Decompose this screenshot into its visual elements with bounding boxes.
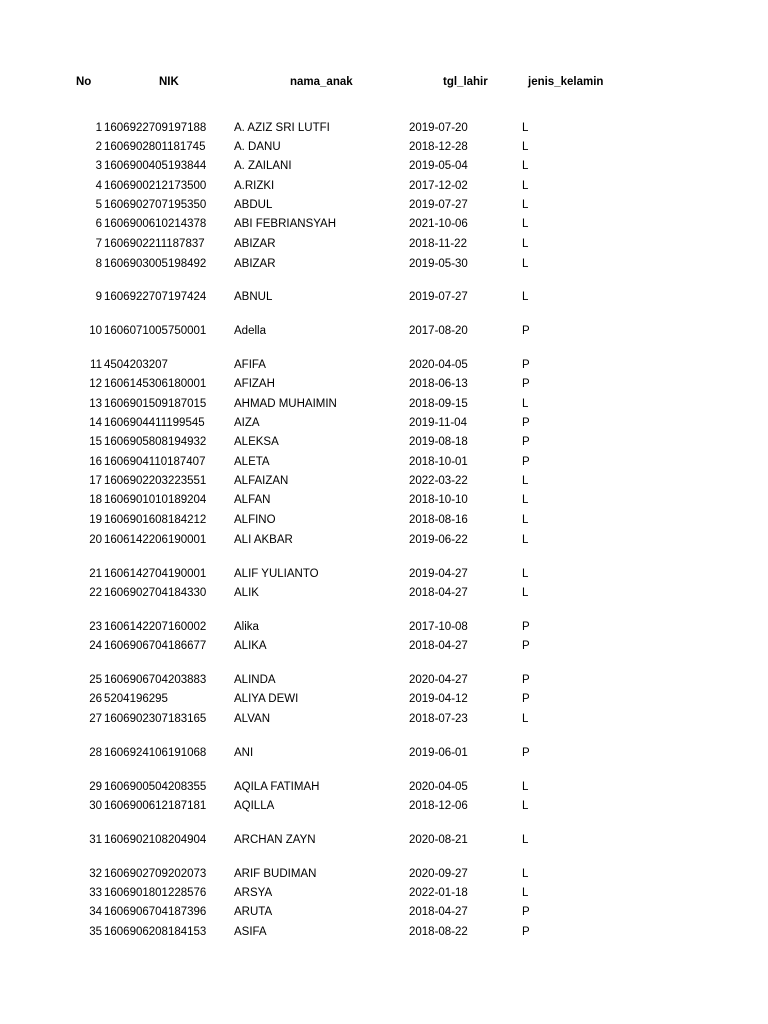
row-tgl-lahir: 2019-05-04	[409, 160, 468, 172]
row-nik: 1606900612187181	[104, 800, 207, 812]
row-no: 20	[89, 534, 102, 546]
table-row	[0, 473, 768, 489]
table-row	[0, 197, 768, 213]
table-row	[0, 638, 768, 654]
row-nama-anak: ALIF YULIANTO	[234, 568, 319, 580]
row-nik: 1606904411199545	[104, 417, 205, 429]
row-nama-anak: ARUTA	[234, 906, 273, 918]
row-nik: 1606901608184212	[104, 514, 207, 526]
row-tgl-lahir: 2018-07-23	[409, 713, 468, 725]
row-jenis-kelamin: L	[522, 887, 529, 899]
row-jenis-kelamin: L	[522, 398, 529, 410]
row-no: 25	[89, 674, 102, 686]
row-jenis-kelamin: P	[522, 325, 530, 337]
row-no: 29	[89, 781, 102, 793]
row-no: 5	[95, 199, 102, 211]
row-nik: 1606901010189204	[104, 494, 207, 506]
row-tgl-lahir: 2018-04-27	[409, 587, 468, 599]
row-nik: 1606902704184330	[104, 587, 207, 599]
row-tgl-lahir: 2019-08-18	[409, 436, 468, 448]
row-no: 2	[95, 141, 102, 153]
row-nama-anak: ALETA	[234, 456, 270, 468]
row-nik: 1606901509187015	[104, 398, 207, 410]
row-nik: 1606922709197188	[104, 122, 207, 134]
row-nik: 1606142704190001	[104, 568, 207, 580]
row-jenis-kelamin: P	[522, 456, 530, 468]
table-row	[0, 779, 768, 795]
row-tgl-lahir: 2017-12-02	[409, 180, 468, 192]
table-row	[0, 904, 768, 920]
row-tgl-lahir: 2019-04-27	[409, 568, 468, 580]
row-nama-anak: AHMAD MUHAIMIN	[234, 398, 337, 410]
row-nik: 1606142206190001	[104, 534, 207, 546]
table-row	[0, 289, 768, 305]
row-jenis-kelamin: P	[522, 417, 530, 429]
row-tgl-lahir: 2019-06-22	[409, 534, 468, 546]
row-no: 10	[89, 325, 102, 337]
row-jenis-kelamin: L	[522, 800, 529, 812]
row-no: 16	[89, 456, 102, 468]
row-no: 6	[95, 218, 102, 230]
row-nik: 1606902707195350	[104, 199, 207, 211]
table-row	[0, 256, 768, 272]
row-tgl-lahir: 2022-01-18	[409, 887, 468, 899]
row-nama-anak: ALEKSA	[234, 436, 279, 448]
row-jenis-kelamin: L	[522, 781, 529, 793]
row-no: 11	[90, 359, 102, 371]
row-jenis-kelamin: P	[522, 621, 530, 633]
row-tgl-lahir: 2018-10-01	[409, 456, 468, 468]
row-nik: 1606906208184153	[104, 926, 207, 938]
row-nik: 1606900610214378	[104, 218, 207, 230]
row-nik: 1606142207160002	[104, 621, 207, 633]
table-row	[0, 492, 768, 508]
row-no: 18	[89, 494, 102, 506]
row-tgl-lahir: 2019-04-12	[409, 693, 468, 705]
row-nik: 1606904110187407	[104, 456, 206, 468]
row-nama-anak: AFIZAH	[234, 378, 275, 390]
row-nama-anak: ABIZAR	[234, 258, 276, 270]
row-nik: 1606902203223551	[104, 475, 207, 487]
row-jenis-kelamin: L	[522, 868, 529, 880]
row-tgl-lahir: 2020-04-27	[409, 674, 468, 686]
row-jenis-kelamin: P	[522, 359, 530, 371]
row-jenis-kelamin: L	[522, 218, 529, 230]
row-nama-anak: ARCHAN ZAYN	[234, 834, 316, 846]
row-nama-anak: A. ZAILANI	[234, 160, 292, 172]
row-no: 13	[89, 398, 102, 410]
row-no: 30	[89, 800, 102, 812]
row-nama-anak: ALFINO	[234, 514, 276, 526]
row-tgl-lahir: 2019-06-01	[409, 747, 468, 759]
row-jenis-kelamin: L	[522, 713, 529, 725]
table-row	[0, 585, 768, 601]
row-jenis-kelamin: L	[522, 122, 529, 134]
row-tgl-lahir: 2022-03-22	[409, 475, 468, 487]
row-nik: 1606924106191068	[104, 747, 207, 759]
row-nama-anak: ARIF BUDIMAN	[234, 868, 317, 880]
table-row	[0, 236, 768, 252]
row-nama-anak: ALI AKBAR	[234, 534, 293, 546]
row-jenis-kelamin: L	[522, 514, 529, 526]
row-no: 17	[89, 475, 102, 487]
row-nama-anak: ABDUL	[234, 199, 273, 211]
row-tgl-lahir: 2018-06-13	[409, 378, 468, 390]
row-tgl-lahir: 2018-09-15	[409, 398, 468, 410]
row-no: 32	[89, 868, 102, 880]
row-nik: 1606900405193844	[104, 160, 207, 172]
row-tgl-lahir: 2018-10-10	[409, 494, 468, 506]
row-nik: 5204196295	[104, 693, 168, 705]
row-jenis-kelamin: L	[522, 199, 529, 211]
table-row	[0, 120, 768, 136]
row-nama-anak: AQILLA	[234, 800, 275, 812]
row-nama-anak: Adella	[234, 325, 266, 337]
table-row	[0, 216, 768, 232]
row-tgl-lahir: 2019-07-27	[409, 291, 468, 303]
table-row	[0, 566, 768, 582]
table-row	[0, 357, 768, 373]
row-no: 9	[95, 291, 102, 303]
header-nama-anak: nama_anak	[290, 76, 353, 88]
row-nama-anak: Alika	[234, 621, 259, 633]
header-no: No	[76, 76, 92, 88]
row-tgl-lahir: 2018-08-16	[409, 514, 468, 526]
row-jenis-kelamin: L	[522, 534, 529, 546]
row-jenis-kelamin: P	[522, 674, 530, 686]
header-tgl-lahir: tgl_lahir	[443, 76, 488, 88]
row-jenis-kelamin: P	[522, 640, 530, 652]
row-tgl-lahir: 2018-12-06	[409, 800, 468, 812]
table-row	[0, 672, 768, 688]
row-nik: 4504203207	[104, 359, 168, 371]
row-jenis-kelamin: L	[522, 568, 529, 580]
row-nama-anak: ANI	[234, 747, 254, 759]
row-jenis-kelamin: L	[522, 160, 529, 172]
row-jenis-kelamin: P	[522, 926, 530, 938]
row-tgl-lahir: 2020-04-05	[409, 781, 468, 793]
table-row	[0, 415, 768, 431]
row-tgl-lahir: 2017-10-08	[409, 621, 468, 633]
row-no: 12	[89, 378, 102, 390]
row-no: 21	[89, 568, 102, 580]
row-no: 1	[95, 122, 102, 134]
table-row	[0, 178, 768, 194]
row-nama-anak: AQILA FATIMAH	[234, 781, 320, 793]
row-nama-anak: ABNUL	[234, 291, 273, 303]
row-nik: 1606071005750001	[104, 325, 207, 337]
row-no: 23	[89, 621, 102, 633]
row-nama-anak: A.RIZKI	[234, 180, 275, 192]
row-nik: 1606145306180001	[104, 378, 207, 390]
row-jenis-kelamin: P	[522, 378, 530, 390]
table-row	[0, 434, 768, 450]
row-no: 35	[89, 926, 102, 938]
row-nik: 1606906704203883	[104, 674, 207, 686]
row-tgl-lahir: 2018-12-28	[409, 141, 468, 153]
row-nik: 1606900504208355	[104, 781, 207, 793]
row-no: 27	[89, 713, 102, 725]
row-nik: 1606922707197424	[104, 291, 207, 303]
table-row	[0, 323, 768, 339]
header-jenis-kelamin: jenis_kelamin	[528, 76, 604, 88]
row-nama-anak: AFIFA	[234, 359, 266, 371]
row-tgl-lahir: 2018-04-27	[409, 906, 468, 918]
row-jenis-kelamin: L	[522, 291, 529, 303]
row-nik: 1606902801181745	[104, 141, 206, 153]
row-nik: 1606903005198492	[104, 258, 207, 270]
row-jenis-kelamin: L	[522, 494, 529, 506]
row-nama-anak: ALFAN	[234, 494, 271, 506]
row-nama-anak: ALIKA	[234, 640, 267, 652]
row-no: 4	[95, 180, 102, 192]
row-nama-anak: ALFAIZAN	[234, 475, 289, 487]
row-nik: 1606901801228576	[104, 887, 207, 899]
row-jenis-kelamin: L	[522, 258, 529, 270]
row-jenis-kelamin: P	[522, 436, 530, 448]
table-row	[0, 745, 768, 761]
table-row	[0, 885, 768, 901]
row-no: 8	[95, 258, 102, 270]
row-no: 3	[95, 160, 102, 172]
row-no: 28	[89, 747, 102, 759]
row-nik: 1606902709202073	[104, 868, 207, 880]
row-no: 14	[89, 417, 102, 429]
row-nama-anak: A. AZIZ SRI LUTFI	[234, 122, 330, 134]
row-nama-anak: A. DANU	[234, 141, 281, 153]
row-jenis-kelamin: L	[522, 834, 529, 846]
table-row	[0, 396, 768, 412]
row-jenis-kelamin: P	[522, 906, 530, 918]
row-jenis-kelamin: L	[522, 180, 529, 192]
row-jenis-kelamin: L	[522, 238, 529, 250]
row-tgl-lahir: 2019-07-27	[409, 199, 468, 211]
row-nama-anak: AIZA	[234, 417, 260, 429]
row-no: 24	[89, 640, 102, 652]
row-tgl-lahir: 2019-05-30	[409, 258, 468, 270]
row-jenis-kelamin: P	[522, 693, 530, 705]
row-tgl-lahir: 2020-08-21	[409, 834, 468, 846]
table-row	[0, 376, 768, 392]
row-nik: 1606900212173500	[104, 180, 207, 192]
row-nik: 1606902108204904	[104, 834, 207, 846]
table-row	[0, 924, 768, 940]
table-row	[0, 512, 768, 528]
row-tgl-lahir: 2020-04-05	[409, 359, 468, 371]
row-nama-anak: ABI FEBRIANSYAH	[234, 218, 337, 230]
row-tgl-lahir: 2019-07-20	[409, 122, 468, 134]
row-nama-anak: ALIK	[234, 587, 259, 599]
row-no: 19	[89, 514, 102, 526]
table-row	[0, 798, 768, 814]
row-nik: 1606905808194932	[104, 436, 207, 448]
row-tgl-lahir: 2018-11-22	[409, 238, 467, 250]
row-nik: 1606906704186677	[104, 640, 207, 652]
table-row	[0, 139, 768, 155]
row-tgl-lahir: 2021-10-06	[409, 218, 468, 230]
table-row	[0, 711, 768, 727]
header-nik: NIK	[159, 76, 179, 88]
row-no: 26	[89, 693, 102, 705]
row-nama-anak: ASIFA	[234, 926, 267, 938]
row-no: 22	[89, 587, 102, 599]
row-nik: 1606906704187396	[104, 906, 207, 918]
row-nama-anak: ALIYA DEWI	[234, 693, 299, 705]
row-nama-anak: ALVAN	[234, 713, 271, 725]
table-row	[0, 532, 768, 548]
row-jenis-kelamin: L	[522, 587, 529, 599]
row-jenis-kelamin: L	[522, 141, 529, 153]
row-no: 15	[89, 436, 102, 448]
row-no: 33	[89, 887, 102, 899]
table-row	[0, 619, 768, 635]
table-row	[0, 832, 768, 848]
row-nama-anak: ARSYA	[234, 887, 273, 899]
row-nama-anak: ALINDA	[234, 674, 276, 686]
row-tgl-lahir: 2018-08-22	[409, 926, 468, 938]
table-row	[0, 866, 768, 882]
row-no: 31	[89, 834, 102, 846]
row-tgl-lahir: 2019-11-04	[409, 417, 467, 429]
row-no: 34	[89, 906, 102, 918]
row-tgl-lahir: 2018-04-27	[409, 640, 468, 652]
row-jenis-kelamin: P	[522, 747, 530, 759]
row-nik: 1606902307183165	[104, 713, 207, 725]
row-nama-anak: ABIZAR	[234, 238, 276, 250]
row-nik: 1606902211187837	[104, 238, 205, 250]
table-row	[0, 158, 768, 174]
table-row	[0, 691, 768, 707]
row-tgl-lahir: 2017-08-20	[409, 325, 468, 337]
row-tgl-lahir: 2020-09-27	[409, 868, 468, 880]
table-row	[0, 454, 768, 470]
row-jenis-kelamin: L	[522, 475, 529, 487]
row-no: 7	[95, 238, 102, 250]
